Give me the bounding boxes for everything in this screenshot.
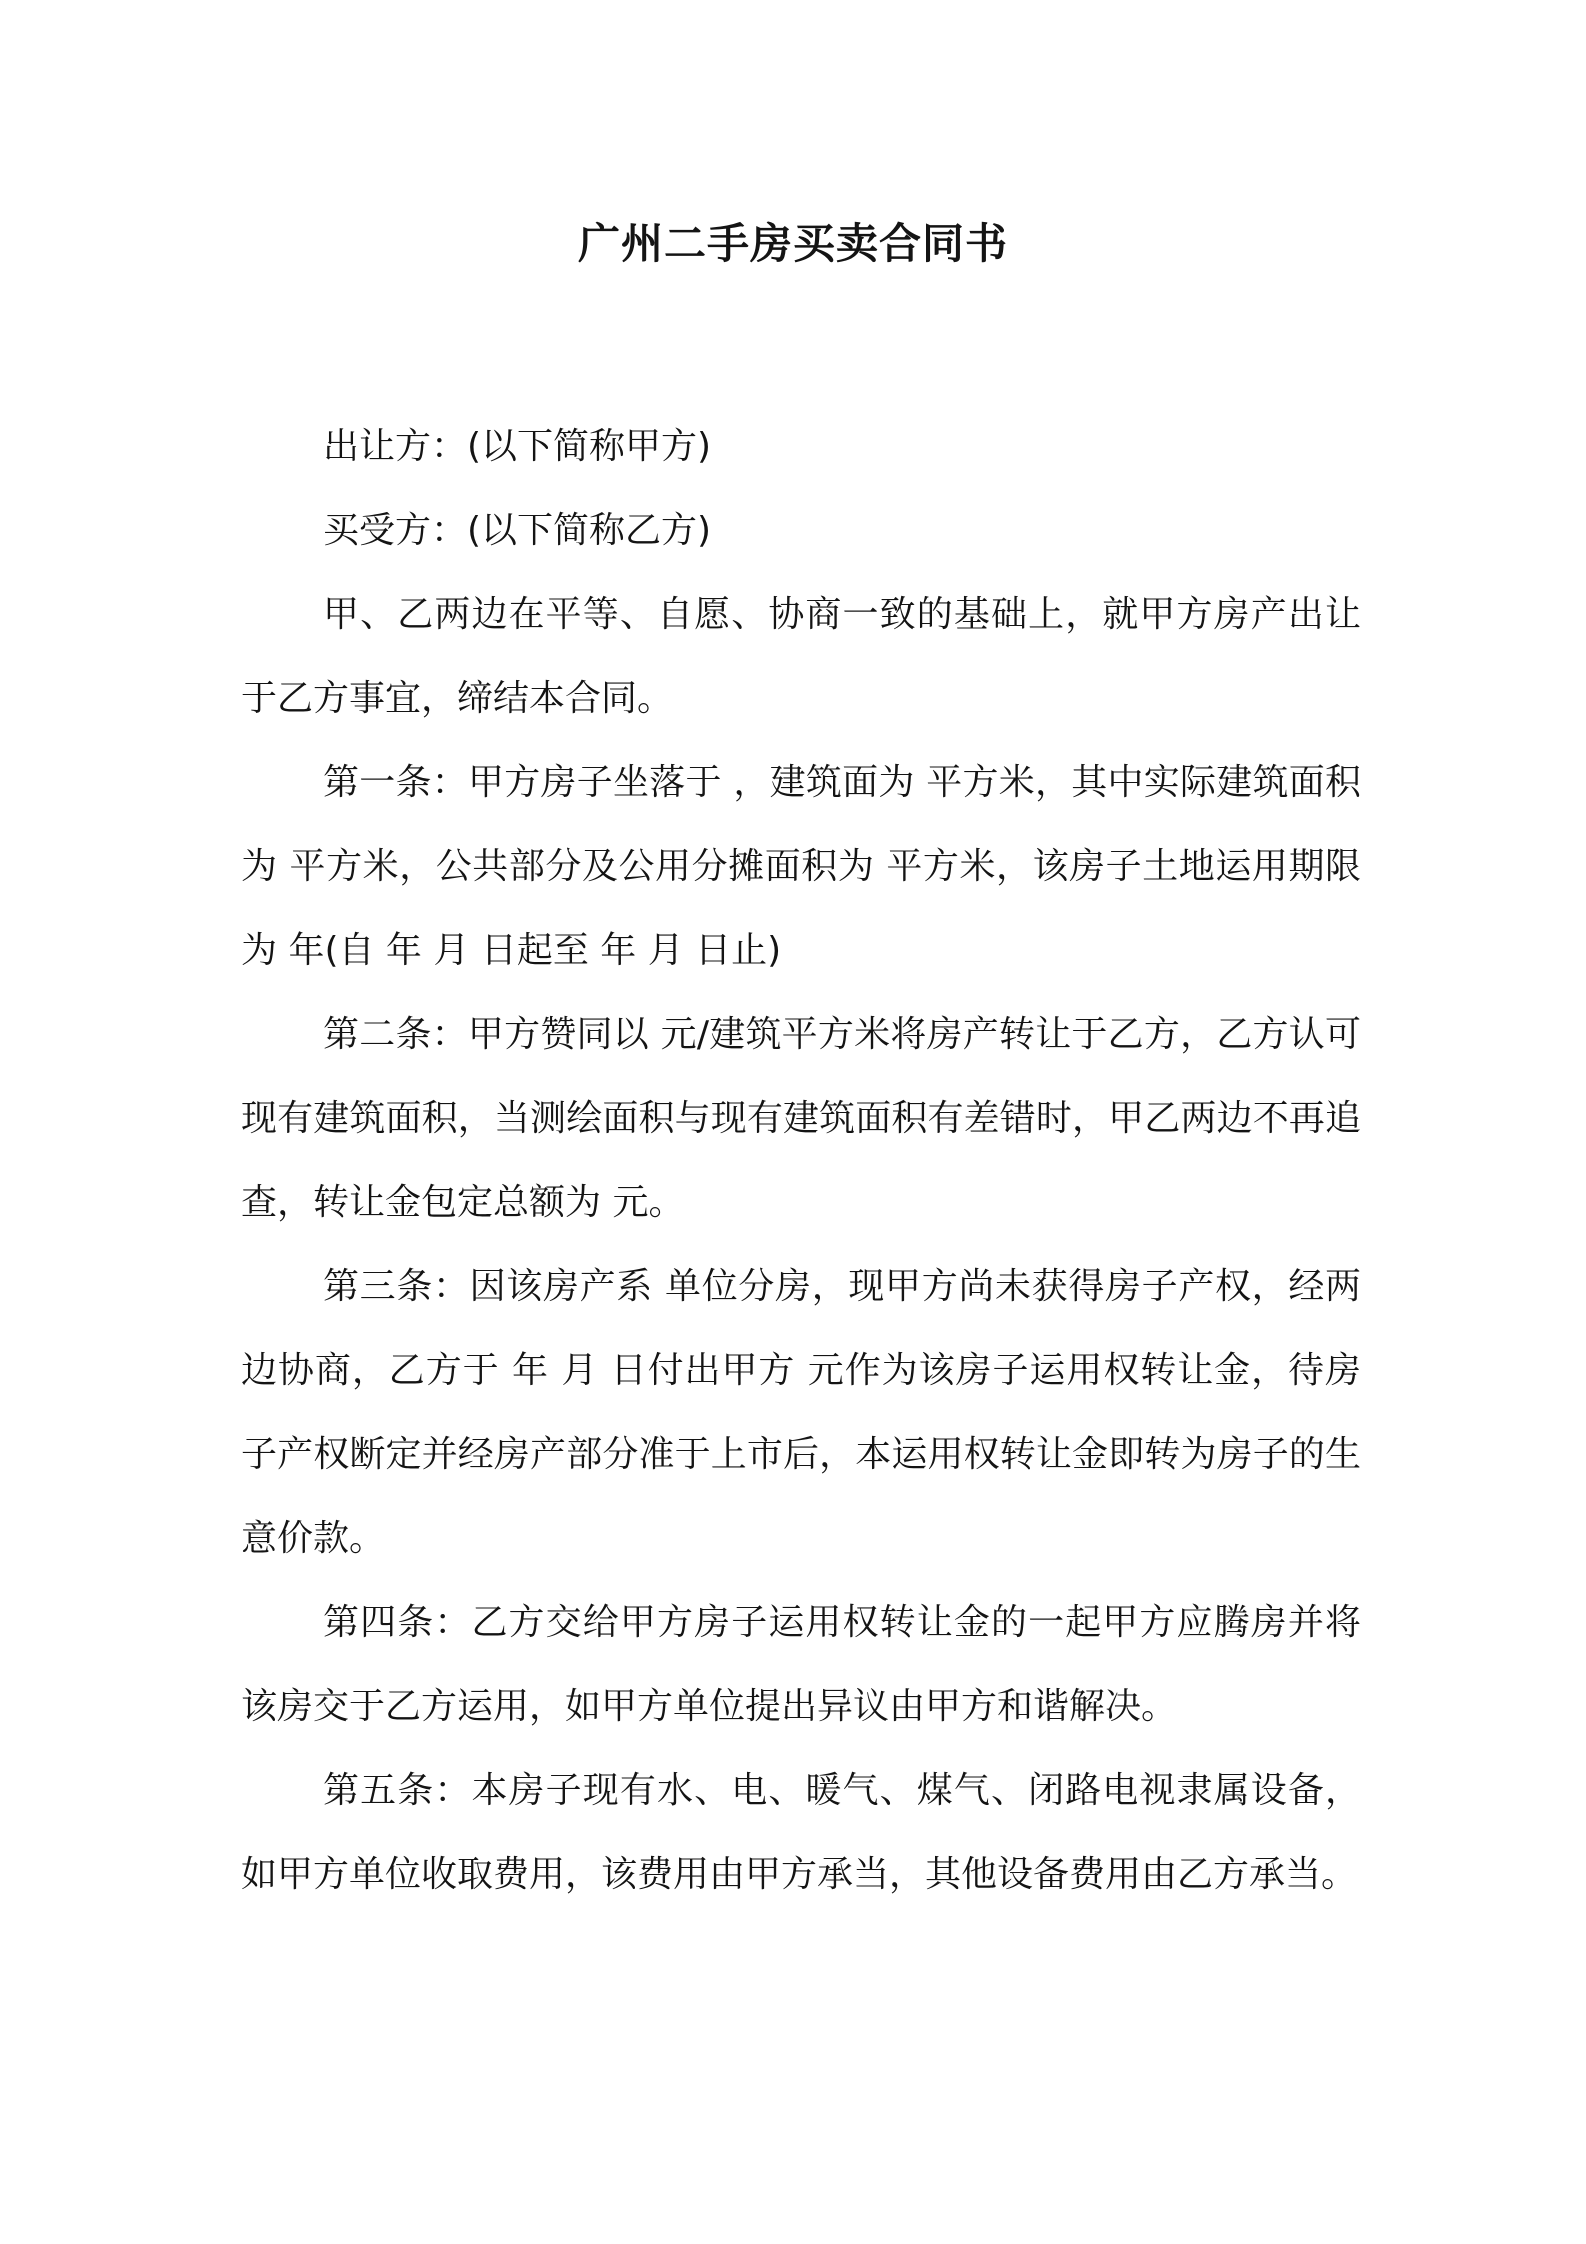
text-line: 金即转为房子的生意价款。 [241,1434,1361,1559]
paragraph-article-2 [241,993,1361,1245]
text-line: 第三条：因该房产系 单位分房，现甲方尚未获得房子产权， [323,1266,1289,1307]
document-body [241,405,1361,1917]
text-line: 出让方：(以下简称甲方) [323,426,712,467]
text-line: 乙两边不再追查，转让金包定总额为 元。 [241,1098,1361,1223]
text-line: 第五条：本房子现有水、电、暖气、煤气、闭路电视隶属设 [323,1770,1288,1811]
paragraph-buyer [241,489,1361,573]
paragraph-article-5 [241,1749,1361,1917]
text-line: 土地运用期限为 年(自 年 月 日起至 年 月 日止) [241,846,1361,971]
paragraph-preamble [241,573,1361,741]
text-line: 乙方承当。 [1177,1854,1358,1895]
document-title: 广州二手房买卖合同书 [577,219,1008,268]
text-line: 筑面积为 平方米，公共部分及公用分摊面积为 平方米，该房子 [241,762,1361,887]
paragraph-article-3 [241,1245,1361,1581]
text-line: 备，如甲方单位收取费用，该费用由甲方承当，其他设备费用由 [241,1770,1361,1895]
text-line: 第一条：甲方房子坐落于 ，建筑面为 平方米，其中实际建 [323,762,1253,803]
text-line: 让金，待房子产权断定并经房产部分准于上市后，本运用权转让 [241,1350,1361,1475]
paragraph-article-4 [241,1581,1361,1749]
text-line: 第二条：甲方赞同以 元/建筑平方米将房产转让于乙方，乙 [323,1014,1253,1055]
paragraph-seller [241,405,1361,489]
text-line: 并将该房交于乙方运用，如甲方单位提出异议由甲方和谐解决。 [241,1602,1361,1727]
text-line: 甲、乙两边在平等、自愿、协商一致的基础上，就甲方房产 [323,594,1288,635]
text-line: 买受方：(以下简称乙方) [323,510,712,551]
text-line: 第四条：乙方交给甲方房子运用权转让金的一起甲方应腾房 [323,1602,1288,1643]
paragraph-article-1 [241,741,1361,993]
text-line: 方认可现有建筑面积，当测绘面积与现有建筑面积有差错时，甲 [241,1014,1361,1139]
text-line: 出让于乙方事宜，缔结本合同。 [241,594,1361,719]
text-line: 经两边协商，乙方于 年 月 日付出甲方 元作为该房子运用权转 [241,1266,1361,1391]
